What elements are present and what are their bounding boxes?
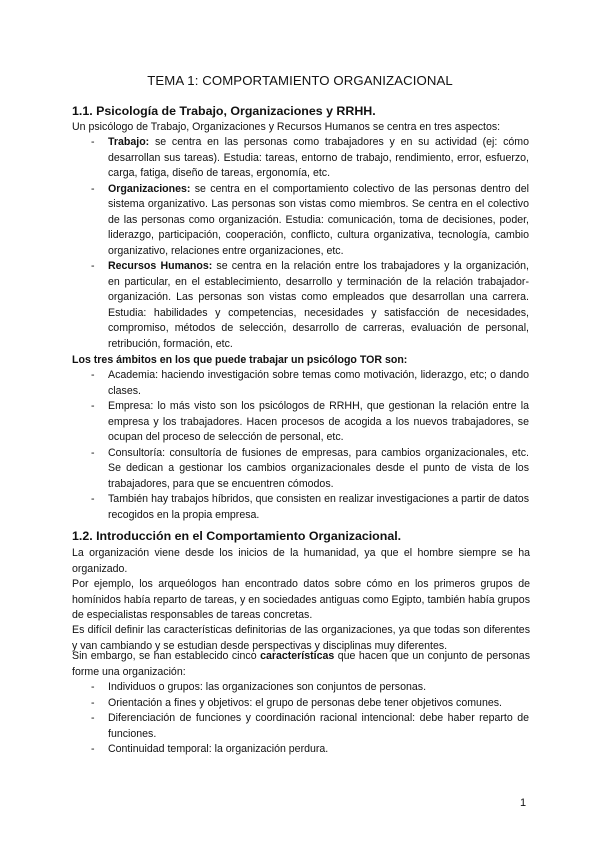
list-item: - También hay trabajos híbridos, que consisten en realizar investigaciones a partir de datos recogidos en la propia empresa. xyxy=(91,493,529,521)
section-2-paragraph-4: Sin embargo, se han establecido cinco características que hacen que un conjunto de personas forme una organización: xyxy=(72,650,530,678)
section-1-heading: 1.1. Psicología de Trabajo, Organizaciones y RRHH. xyxy=(72,104,376,118)
ambitos-heading: Los tres ámbitos en los que puede trabajar un psicólogo TOR son: xyxy=(72,354,408,366)
section-1-aspects-list xyxy=(91,135,529,352)
list-item: - Individuos o grupos: las organizaciones son conjuntos de personas. xyxy=(91,681,427,693)
section-2-heading: 1.2. Introducción en el Comportamiento Organizacional. xyxy=(72,529,402,543)
ambitos-list xyxy=(91,368,529,523)
list-item: - Orientación a fines y objetivos: el grupo de personas debe tener objetivos comunes. xyxy=(91,696,502,709)
list-item: - Academia: haciendo investigación sobre temas como motivación, liderazgo, etc; o dando clases. xyxy=(91,369,529,397)
list-item: - Continuidad temporal: la organización perdura. xyxy=(91,743,329,755)
section-2-paragraph-2: Por ejemplo, los arqueólogos han encontrado datos sobre cómo en los primeros grupos de homínidos había reparto de tareas, y en sociedades antiguas como Egipto, también había grupos de especialistas responsables de tareas concretas. xyxy=(72,578,530,621)
list-item: - Consultoría: consultoría de fusiones de empresas, para cambios organizacionales, etc. Se dedican a gestionar los cambios organizacionales desde el punto de vista de los trabajadores, para que se encuentren cómodos. xyxy=(91,446,529,490)
list-item: - Trabajo: se centra en las personas como trabajadores y en su actividad (ej: cómo desarrollan sus tareas). Estudia: tareas, entorno de trabajo, rendimiento, error, esfuerzo, carga, fatiga, diseño de tareas, ergonomía, etc. xyxy=(91,136,529,179)
caracteristicas-list xyxy=(91,680,529,758)
section-2-paragraph-3: Es difícil definir las características definitorias de las organizaciones, ya que todas son diferentes y van cambiando y se estudian desde perspectivas y disciplinas muy diferentes. xyxy=(72,624,530,652)
list-item: - Diferenciación de funciones y coordinación racional intencional: debe haber reparto de funciones. xyxy=(91,712,529,740)
list-item: - Recursos Humanos: se centra en la relación entre los trabajadores y la organización, en particular, en el establecimiento, desarrollo y terminación de la relación trabajador-organización. Las personas son vistas como empleados que desarrollan una carrera. Estudia: habilidades y competencias, necesidades y satisfacción de necesidades, compromiso, métodos de selección, desarrollo de carreras, evaluación de personal, retribución, formación, etc. xyxy=(91,260,529,350)
section-2-paragraph-1: La organización viene desde los inicios de la humanidad, ya que el hombre siempre se ha organizado. xyxy=(72,547,530,575)
list-item: - Empresa: lo más visto son los psicólogos de RRHH, que gestionan la relación entre la empresa y los trabajadores. Hacen procesos de acogida a los nuevos trabajadores, se ocupan del proceso de selección de personal, etc. xyxy=(91,400,529,443)
page-number: 1 xyxy=(520,797,527,809)
list-item: - Organizaciones: se centra en el comportamiento colectivo de las personas dentro del sistema organizativo. Las personas son vistas como miembros. Se centra en el colectivo de las personas como organización. Estudia: comunicación, toma de decisiones, poder, liderazgo, participación, cooperación, conflicto, cultura organizativa, tecnología, cambio organizativo, relaciones entre organizaciones, etc. xyxy=(91,182,529,257)
document-title: TEMA 1: COMPORTAMIENTO ORGANIZACIONAL xyxy=(147,73,453,88)
section-1-intro: Un psicólogo de Trabajo, Organizaciones y Recursos Humanos se centra en tres aspectos: xyxy=(72,121,501,133)
